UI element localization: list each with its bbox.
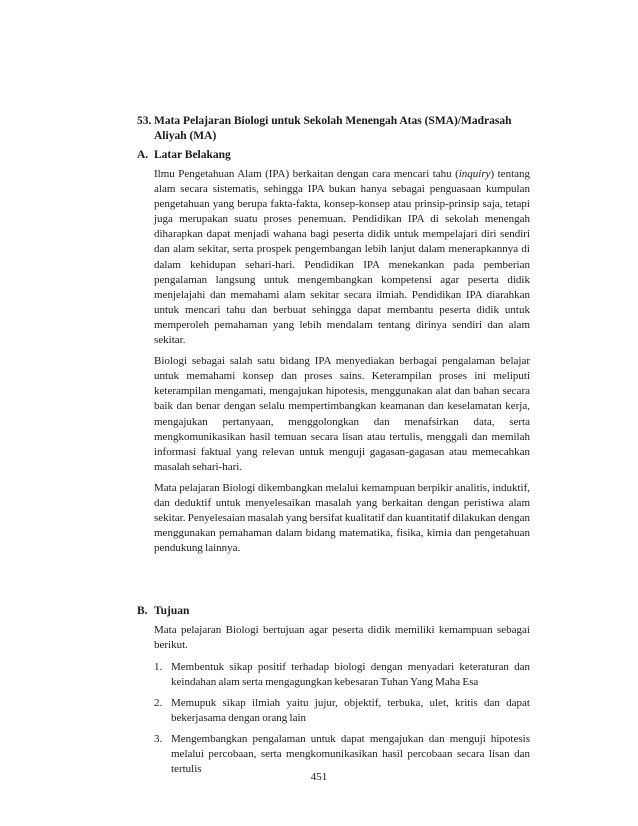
section-b-heading — [137, 604, 530, 619]
list-item-number: 2. — [154, 696, 163, 709]
list-item-text: Memupuk sikap ilmiah yaitu jujur, objektif, terbuka, ulet, kritis dan dapat bekerjasama dengan orang lain — [171, 696, 530, 724]
paragraph-ipa — [154, 167, 530, 348]
section-latar-belakang — [137, 148, 530, 556]
list-item-number: 3. — [154, 732, 163, 745]
paragraph-biologi: Biologi sebagai salah satu bidang IPA menyediakan berbagai pengalaman belajar untuk memahami konsep dan proses sains. Keterampilan proses ini meliputi keterampilan mengamati, mengajukan hipotesis, menggunakan alat dan bahan secara baik dan benar dengan selalu mempertimbangkan keamanan dan keselamatan kerja, mengajukan pertanyaan, menggolongkan dan menafsirkan data, serta mengkomunikasikan hasil temuan secara lisan atau tertulis, menggali dan memilah informasi faktual yang relevan untuk menguji gagasan-gagasan atau memecahkan masalah sehari-hari. — [154, 355, 530, 473]
title-number: 53. — [137, 115, 152, 127]
list-item — [154, 696, 530, 726]
section-a-title: Latar Belakang — [154, 149, 231, 161]
goal-list — [137, 660, 530, 778]
section-b-letter: B. — [137, 605, 148, 618]
title-text: Mata Pelajaran Biologi untuk Sekolah Menengah Atas (SMA)/Madrasah Aliyah (MA) — [154, 115, 512, 142]
section-tujuan — [137, 604, 530, 777]
paragraph-ipa-start: Ilmu Pengetahuan Alam (IPA) berkaitan dengan cara mencari tahu ( — [154, 168, 459, 180]
page-number: 451 — [310, 771, 328, 783]
list-item-number: 1. — [154, 660, 163, 673]
section-a-heading — [137, 148, 530, 163]
section-a-letter: A. — [137, 149, 149, 161]
tujuan-intro: Mata pelajaran Biologi bertujuan agar peserta didik memiliki kemampuan sebagai berikut. — [154, 624, 530, 652]
inquiry-term: inquiry — [458, 168, 491, 180]
list-item-text: Membentuk sikap positif terhadap biologi dengan menyadari keteraturan dan keindahan alam serta mengagungkan kebesaran Tuhan Yang Maha Esa — [171, 660, 530, 688]
list-item-text: Mengembangkan pengalaman untuk dapat mengajukan dan menguji hipotesis melalui percobaan, serta mengkomunikasikan hasil percobaan secara lisan dan tertulis — [171, 732, 530, 776]
paragraph-mata-pelajaran: Mata pelajaran Biologi dikembangkan melalui kemampuan berpikir analitis, induktif, dan deduktif untuk menyelesaikan masalah yang berkaitan dengan peristiwa alam sekitar. Penyelesaian masalah yang bersifat kualitatif dan kuantitatif dilakukan dengan menggunakan pemahaman dalam bidang matematika, fisika, kimia dan pengetahuan pendukung lainnya. — [154, 481, 530, 555]
document-title — [137, 114, 530, 144]
page-content — [137, 114, 530, 783]
section-b-title: Tujuan — [154, 605, 190, 618]
list-item — [154, 660, 530, 690]
paragraph-ipa-end: ) tentang alam secara sistematis, sehingga IPA bukan hanya sebagai penguasaan kumpulan pengetahuan yang berupa fakta-fakta, konsep-konsep atau prinsip-prinsip saja, tetapi juga merupakan suatu proses penemuan. Pendidikan IPA di sekolah menengah diharapkan dapat menjadi wahana bagi peserta didik untuk mempelajari diri sendiri dan alam sekitar, serta prospek pengembangan lebih lanjut dalam menerapkannya di dalam kehidupan sehari-hari. Pendidikan IPA menekankan pada pemberian pengalaman langsung untuk mengembangkan kompetensi agar peserta didik menjelajahi dan memahami alam sekitar secara ilmiah. Pendidikan IPA diarahkan untuk mencari tahu dan berbuat sehingga dapat membantu peserta didik untuk memperoleh pemahaman yang lebih mendalam tentang dirinya sendiri dan alam sekitar. — [154, 168, 531, 347]
